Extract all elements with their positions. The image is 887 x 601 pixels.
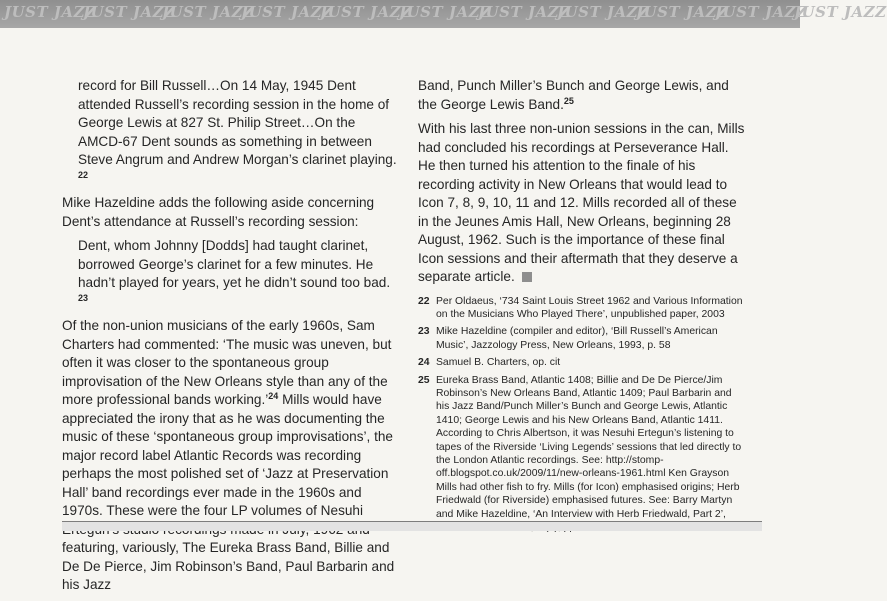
paragraph: [418, 120, 746, 287]
header-text: JUST JAZZ: [478, 3, 571, 21]
paragraph-text: Mike Hazeldine adds the following aside concerning Dent’s attendance at Russell’s recording session:: [62, 195, 375, 229]
footnote-number: 25: [418, 374, 430, 386]
header-text: JUST JAZZ: [636, 3, 729, 21]
quote-text: Dent, whom Johnny [Dodds] had taught clarinet, borrowed George’s clarinet for a few minutes. He hadn’t played for years, yet he didn’t sound too bad.: [78, 238, 391, 290]
right-column: [418, 77, 746, 538]
header-text: JUST JAZZ: [794, 3, 887, 21]
footnote: [418, 325, 746, 352]
footnote: [418, 356, 746, 369]
header-text: JUST JAZZ: [241, 3, 334, 21]
bottom-rule: [62, 521, 762, 531]
header-text: JUST JAZZ: [399, 3, 492, 21]
footnote-text: Eureka Brass Band, Atlantic 1408; Billie and De De Pierce/Jim Robinson’s New Orleans Band, Atlantic 1409; Paul Barbarin and his Jazz Band/Punch Miller’s Bunch and George Lewis, Atlantic 1410; George Lewis and his New Orleans Band, Atlantic 1411. According to Chris Albertson, it was Nesuhi Ertegun’s listening to tapes of the Riverside ‘Living Legends’ sessions that led directly to the London Atlantic recordings. See: http://stomp-off.blogspot.co.uk/2009/11/new-orleans-1961.html Ken Grayson Mills had other fish to fry. Mills (for Icon) emphasised origins; Herb Friedwald (for Riverside) emphasised futures. See: Barry Martyn and Mike Hazeldine, ‘An Interview with Herb Friedwald, Part 2’,: [436, 374, 742, 520]
paragraph: [418, 77, 746, 114]
end-of-article-mark: [522, 272, 532, 282]
paragraph: [62, 317, 400, 595]
footnote-ref: 22: [78, 169, 89, 180]
footnote-text: Mike Hazeldine (compiler and editor), ‘Bill Russell’s American Music’, Jazzology Press, New Orleans, 1993, p. 58: [436, 326, 718, 351]
paragraph-text: Of the non-union musicians of the early 1960s, Sam Charters had commented: ‘The music was uneven, but often it was closer to the spontaneous group improvisation of the New Orleans style than any of the more professional bands working.’: [62, 318, 392, 407]
footnote: [418, 374, 746, 535]
footnote-text: Samuel B. Charters, op. cit: [436, 357, 561, 369]
footnote-number: 22: [418, 295, 430, 307]
header-text: JUST JAZZ: [557, 3, 650, 21]
paragraph-text: Mills would have appreciated the irony that as he was documenting the music of these ‘spontaneous group improvisations’, the major record label Atlantic Records was recording perhaps the most polished set of ‘Jazz at Preservation Hall’ band recordings ever made in the 1960s and 1970s. These were the four LP volumes of Nesuhi featuring, variously, The Eureka Brass Band, Billie and De De Pierce, Jim Robinson’s Band, Paul Barbarin and his Jazz: [62, 392, 395, 592]
header-text: JUST JAZZ: [715, 3, 808, 21]
block-quote: [62, 237, 400, 311]
paragraph-text: With his last three non-union sessions in the can, Mills had concluded his recordings at Perseverance Hall. He then turned his attention to the finale of his recording activity in New Orleans that would lead to Icon 7, 8, 9, 10, 11 and 12. Mills recorded all of these in the Jeunes Amis Hall, New Orleans, beginning 28 August, 1962. Such is the importance of these final Icon sessions and their aftermath that they deserve a separate article.: [418, 121, 745, 284]
footnote-ref: 25: [563, 95, 574, 106]
header-text: JUST JAZZ: [4, 3, 97, 21]
paragraph-text: Band, Punch Miller’s Bunch and George Lewis, and the George Lewis Band.: [418, 78, 729, 112]
footnote-text: Per Oldaeus, ‘734 Saint Louis Street 1962 and Various Information on the Musicians Who Played There’, unpublished paper, 2003: [436, 295, 743, 320]
header-text: JUST JAZZ: [162, 3, 255, 21]
paragraph-text: record for Bill Russell…On 14 May, 1945 Dent attended Russell’s recording session in the home of George Lewis at 827 St. Philip Street…On the AMCD-67 Dent sounds as something in between Steve Angrum and Andrew Morgan’s clarinet playing.: [78, 78, 397, 167]
footnote-number: 23: [418, 326, 430, 338]
footnote: [418, 295, 746, 322]
footnote-ref: 24: [268, 391, 279, 401]
header-text: JUST JAZZ: [83, 3, 176, 21]
running-header-band: [0, 0, 887, 28]
header-text: JUST JAZZ: [320, 3, 413, 21]
footnote-ref: 23: [78, 292, 89, 303]
footnotes: [418, 295, 746, 535]
paragraph: [62, 194, 400, 231]
paragraph: [62, 77, 400, 188]
footnote-number: 24: [418, 357, 430, 369]
